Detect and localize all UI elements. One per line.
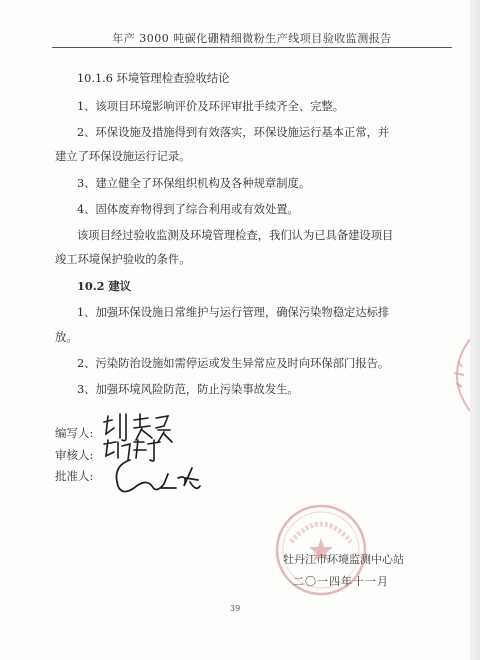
suggestion-item-2: 2、污染防治设施如需停运或发生异常应及时向环保部门报告。	[77, 357, 390, 370]
conclusion-summary: 该项目经过验收监测及环境管理检查，我们认为已具备建设项目	[77, 229, 394, 242]
suggestion-item-3: 3、加强环境风险防范，防止污染事故发生。	[77, 383, 299, 396]
approver-signature	[100, 452, 210, 502]
conclusion-item-2-cont: 建立了环保设施运行记录。	[55, 150, 191, 163]
conclusion-item-3: 3、建立健全了环保组织机构及各种规章制度。	[77, 177, 311, 190]
report-header: 年产 3000 吨碳化硼精细微粉生产线项目验收监测报告	[112, 32, 392, 45]
conclusion-item-1: 1、该项目环境影响评价及环评审批手续齐全、完整。	[77, 100, 345, 113]
header-divider	[52, 47, 452, 48]
suggestion-item-1: 1、加强环保设施日常维护与运行管理，确保污染物稳定达标排	[77, 306, 390, 319]
issuing-organization: 牡丹江市环境监测中心站	[283, 553, 404, 566]
report-date: 二〇一四年十一月	[293, 575, 389, 588]
conclusion-item-2: 2、环保设施及措施得到有效落实，环保设施运行基本正常，并	[77, 126, 390, 139]
compiler-label: 编写人:	[55, 426, 94, 440]
suggestions-heading: 10.2 建议	[77, 279, 132, 293]
suggestion-item-1-cont: 放。	[55, 331, 78, 344]
conclusion-summary-cont: 竣工环境保护验收的条件。	[55, 253, 191, 266]
conclusion-item-4: 4、固体废弃物得到了综合利用或有效处置。	[77, 203, 299, 216]
approver-label: 批准人:	[55, 469, 94, 483]
page-edge	[470, 0, 480, 660]
conclusion-heading: 10.1.6 环境管理检查验收结论	[77, 72, 230, 85]
page-number: 39	[230, 604, 241, 613]
cross-page-seal	[440, 335, 470, 415]
reviewer-label: 审核人:	[55, 448, 94, 462]
